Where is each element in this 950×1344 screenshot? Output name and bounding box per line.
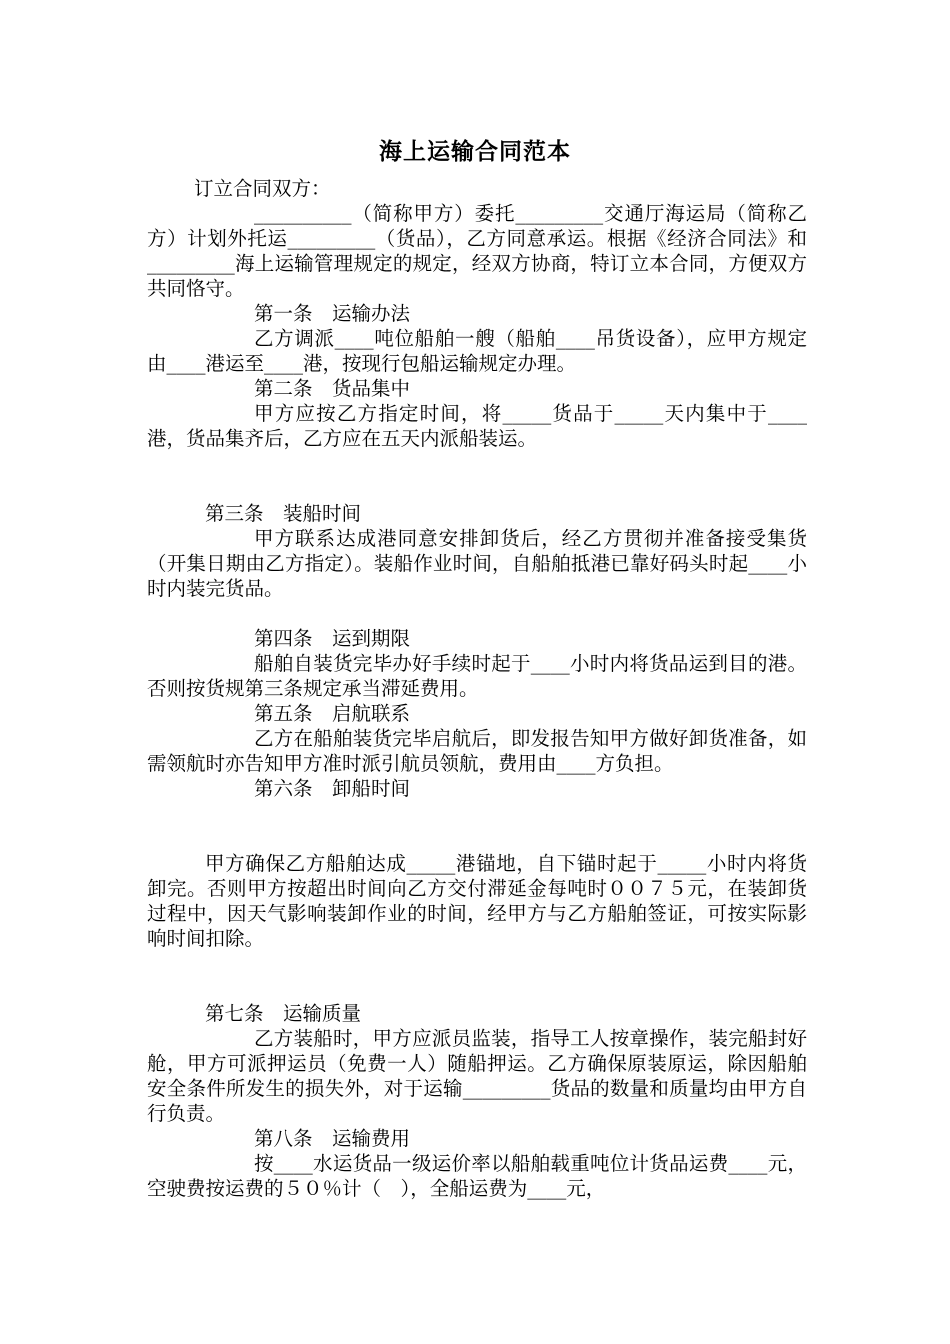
article-4-body: 船舶自装货完毕办好手续时起于____小时内将货品运到目的港。否则按货规第三条规定承当滞延费用。 bbox=[147, 652, 807, 700]
article-2-body: 甲方应按乙方指定时间，将_____货品于_____天内集中于____港，货品集齐后，乙方应在五天内派船装运。 bbox=[147, 402, 807, 450]
article-8-heading: 第八条 运输费用 bbox=[254, 1127, 411, 1150]
article-3-heading: 第三条 装船时间 bbox=[205, 502, 362, 525]
article-3-body: 甲方联系达成港同意安排卸货后，经乙方贯彻并准备接受集货（开集日期由乙方指定）。装船作业时间，自船舶抵港已靠好码头时起____小时内装完货品。 bbox=[147, 527, 807, 600]
article-7-heading: 第七条 运输质量 bbox=[205, 1002, 362, 1025]
article-7-body: 乙方装船时，甲方应派员监装，指导工人按章操作，装完船封好舱，甲方可派押运员（免费一人）随船押运。乙方确保原装原运，除因船舶安全条件所发生的损失外，对于运输_________货品的数量和质量均由甲方自行负责。 bbox=[147, 1027, 807, 1125]
document-body bbox=[147, 176, 807, 1201]
article-5-body: 乙方在船舶装货完毕启航后，即发报告知甲方做好卸货准备，如需领航时亦告知甲方准时派引航员领航，费用由____方负担。 bbox=[147, 727, 807, 775]
article-1-heading: 第一条 运输办法 bbox=[254, 302, 411, 325]
article-1-body: 乙方调派____吨位船舶一艘（船舶____吊货设备），应甲方规定由____港运至____港，按现行包船运输规定办理。 bbox=[147, 327, 807, 375]
article-5-heading: 第五条 启航联系 bbox=[254, 702, 411, 725]
preamble-paragraph: __________（简称甲方）委托_________交通厅海运局（简称乙方）计划外托运_________（货品），乙方同意承运。根据《经济合同法》和_________海上运输管理规定的规定，经双方协商，特订立本合同，方便双方共同恪守。 bbox=[147, 202, 807, 300]
article-4-heading: 第四条 运到期限 bbox=[254, 627, 411, 650]
article-6-body: 甲方确保乙方船舶达成_____港锚地，自下锚时起于_____小时内将货卸完。否则甲方按超出时间向乙方交付滞延金每吨时００７５元，在装卸货过程中，因天气影响装卸作业的时间，经甲方与乙方船舶签证，可按实际影响时间扣除。 bbox=[147, 852, 807, 950]
parties-intro: 订立合同双方： bbox=[194, 177, 331, 200]
document-title: 海上运输合同范本 bbox=[379, 139, 571, 165]
article-6-heading: 第六条 卸船时间 bbox=[254, 777, 411, 800]
article-8-body: 按____水运货品一级运价率以船舶载重吨位计货品运费____元，空驶费按运费的５０％计（ ），全船运费为____元， bbox=[147, 1152, 807, 1200]
article-2-heading: 第二条 货品集中 bbox=[254, 377, 411, 400]
